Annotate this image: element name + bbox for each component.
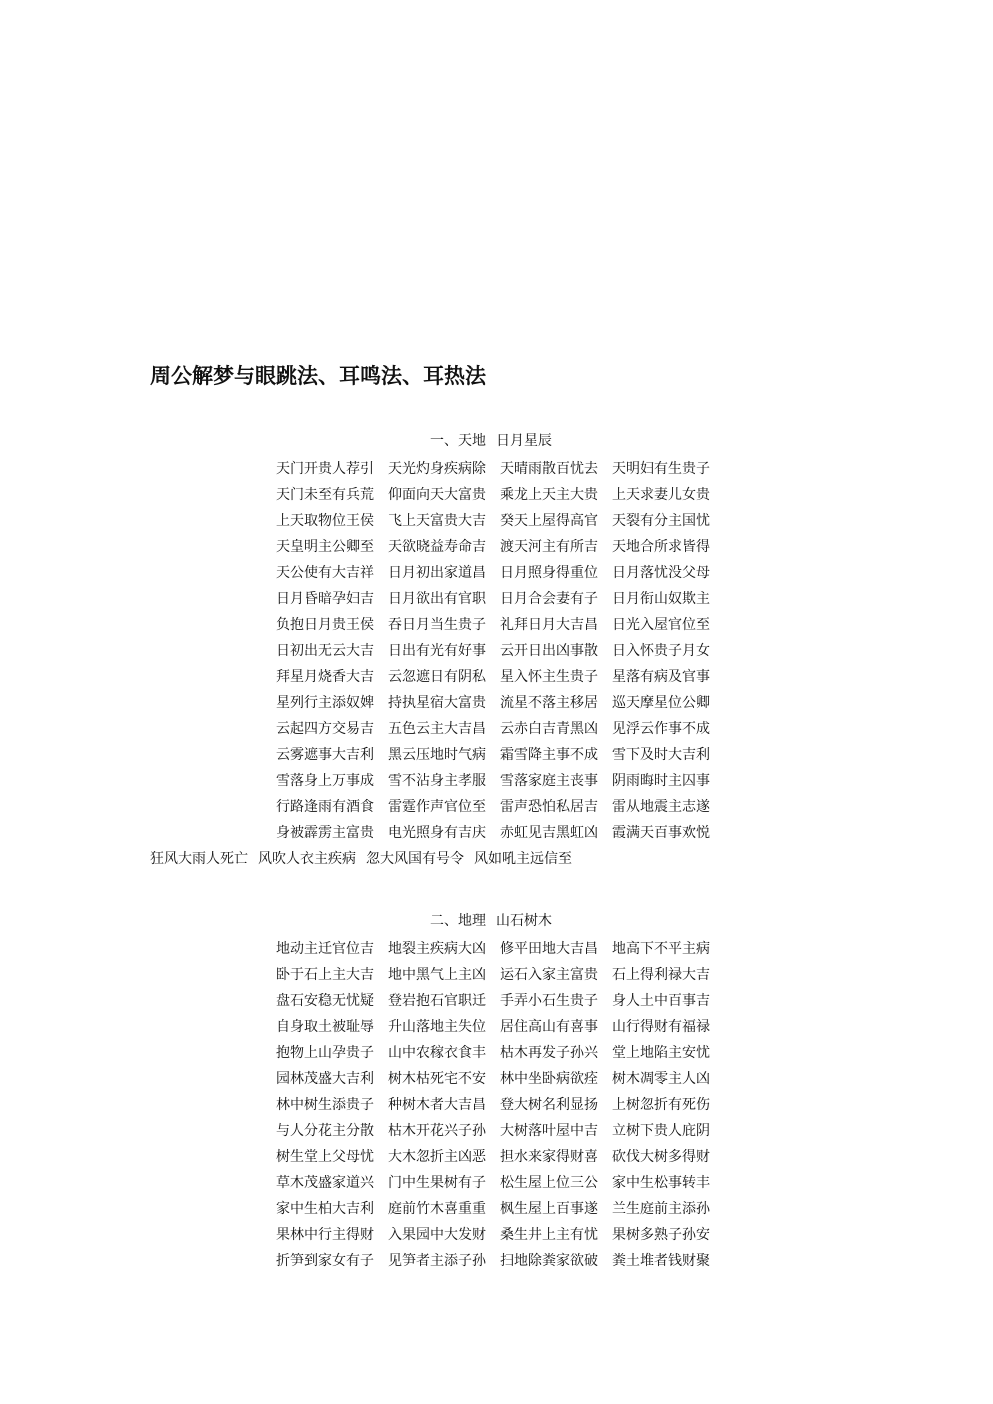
table-row — [276, 534, 710, 560]
section-heading-part: 一、天地 — [430, 433, 486, 449]
section-heading — [430, 910, 562, 930]
dream-entry: 电光照身有吉庆 — [388, 825, 486, 841]
dream-entry: 卧于石上主大吉 — [276, 967, 374, 983]
dream-entry: 日月欲出有官职 — [388, 591, 486, 607]
dream-entry: 云雾遮事大吉利 — [276, 747, 374, 763]
dream-entry: 霞满天百事欢悦 — [612, 825, 710, 841]
section-heading — [430, 430, 562, 450]
dream-entry: 枫生屋上百事遂 — [500, 1201, 598, 1217]
dream-entry: 地裂主疾病大凶 — [388, 941, 486, 957]
table-row — [276, 716, 710, 742]
dream-entry: 天光灼身疾病除 — [388, 461, 486, 477]
dream-entry: 雪不沾身主孝服 — [388, 773, 486, 789]
dream-entry: 门中生果树有子 — [388, 1175, 486, 1191]
table-row — [276, 1248, 710, 1274]
dream-entry: 巡天摩星位公卿 — [612, 695, 710, 711]
dream-entry: 枯木再发子孙兴 — [500, 1045, 598, 1061]
dream-entry: 雪落家庭主丧事 — [500, 773, 598, 789]
dream-entry: 礼拜日月大吉昌 — [500, 617, 598, 633]
dream-entry: 地高下不平主病 — [612, 941, 710, 957]
table-row — [276, 1040, 710, 1066]
dream-entry: 星列行主添奴婢 — [276, 695, 374, 711]
dream-entry: 折笋到家女有子 — [276, 1253, 374, 1269]
dream-entry: 地动主迁官位吉 — [276, 941, 374, 957]
table-row — [276, 690, 710, 716]
dream-entry: 自身取土被耻辱 — [276, 1019, 374, 1035]
dream-entry: 持执星宿大富贵 — [388, 695, 486, 711]
dream-entry: 日出有光有好事 — [388, 643, 486, 659]
table-row — [276, 638, 710, 664]
dream-entry: 天晴雨散百忧去 — [500, 461, 598, 477]
section-heading-part: 山石树木 — [496, 913, 552, 929]
table-row — [276, 508, 710, 534]
dream-entry: 日月衔山奴欺主 — [612, 591, 710, 607]
section-heading-part: 日月星辰 — [496, 433, 552, 449]
dream-entry: 园林茂盛大吉利 — [276, 1071, 374, 1087]
dream-entry: 入果园中大发财 — [388, 1227, 486, 1243]
dream-entry: 桑生井上主有忧 — [500, 1227, 598, 1243]
dream-entry: 抱物上山孕贵子 — [276, 1045, 374, 1061]
dream-entry: 狂风大雨人死亡 — [150, 851, 248, 867]
dream-entry: 日入怀贵子月女 — [612, 643, 710, 659]
table-row — [276, 820, 710, 846]
table-row — [276, 1144, 710, 1170]
dream-entry: 天裂有分主国忧 — [612, 513, 710, 529]
dream-entry: 砍伐大树多得财 — [612, 1149, 710, 1165]
dream-entry: 担水来家得财喜 — [500, 1149, 598, 1165]
dream-entry: 林中树生添贵子 — [276, 1097, 374, 1113]
dream-entry: 云开日出凶事散 — [500, 643, 598, 659]
dream-entry: 星入怀主生贵子 — [500, 669, 598, 685]
dream-entry: 见笋者主添子孙 — [388, 1253, 486, 1269]
dream-entry: 树木枯死宅不安 — [388, 1071, 486, 1087]
table-row — [276, 1170, 710, 1196]
dream-entry: 日月昏暗孕妇吉 — [276, 591, 374, 607]
dream-entry: 大木忽折主凶恶 — [388, 1149, 486, 1165]
dream-entry: 种树木者大吉昌 — [388, 1097, 486, 1113]
dream-entry: 树木凋零主人凶 — [612, 1071, 710, 1087]
dream-entry: 盘石安稳无忧疑 — [276, 993, 374, 1009]
dream-entry: 粪土堆者钱财聚 — [612, 1253, 710, 1269]
table-row — [276, 1118, 710, 1144]
table-row — [276, 612, 710, 638]
dream-entry: 忽大风国有号令 — [366, 851, 464, 867]
dream-entry: 雷从地震主志遂 — [612, 799, 710, 815]
dream-entry: 手弄小石生贵子 — [500, 993, 598, 1009]
dream-entry: 赤虹见吉黑虹凶 — [500, 825, 598, 841]
dream-entry: 石上得利禄大吉 — [612, 967, 710, 983]
table-row — [276, 1014, 710, 1040]
table-row-wide — [150, 846, 582, 872]
dream-entry: 日光入屋官位至 — [612, 617, 710, 633]
dream-entry: 日月合会妻有子 — [500, 591, 598, 607]
dream-entry: 立树下贵人庇阴 — [612, 1123, 710, 1139]
table-row — [276, 794, 710, 820]
table-row — [276, 1092, 710, 1118]
table-row — [276, 768, 710, 794]
dream-entry: 雪落身上万事成 — [276, 773, 374, 789]
section-heading-part: 二、地理 — [430, 913, 486, 929]
dream-entry: 云忽遮日有阴私 — [388, 669, 486, 685]
dream-entry: 癸天上屋得高官 — [500, 513, 598, 529]
dream-entry: 松生屋上位三公 — [500, 1175, 598, 1191]
dream-entry: 山中农稼衣食丰 — [388, 1045, 486, 1061]
dream-entry: 雷霆作声官位至 — [388, 799, 486, 815]
table-row — [276, 962, 710, 988]
table-row — [276, 988, 710, 1014]
dream-entry: 渡天河主有所吉 — [500, 539, 598, 555]
dream-entry: 大树落叶屋中吉 — [500, 1123, 598, 1139]
dream-entry: 树生堂上父母忧 — [276, 1149, 374, 1165]
table-row — [276, 742, 710, 768]
dream-entry: 乘龙上天主大贵 — [500, 487, 598, 503]
dream-entry: 霜雪降主事不成 — [500, 747, 598, 763]
dream-entry: 草木茂盛家道兴 — [276, 1175, 374, 1191]
table-row — [276, 1066, 710, 1092]
dream-entry: 上天求妻儿女贵 — [612, 487, 710, 503]
dream-entry: 与人分花主分散 — [276, 1123, 374, 1139]
dream-entry: 身被霹雳主富贵 — [276, 825, 374, 841]
dream-entry: 运石入家主富贵 — [500, 967, 598, 983]
table-row — [276, 936, 710, 962]
table-row — [276, 456, 710, 482]
dream-entry: 天地合所求皆得 — [612, 539, 710, 555]
dream-entry: 升山落地主失位 — [388, 1019, 486, 1035]
table-row — [276, 586, 710, 612]
dream-entry: 登岩抱石官职迁 — [388, 993, 486, 1009]
dream-entry: 地中黑气上主凶 — [388, 967, 486, 983]
dream-entry: 星落有病及官事 — [612, 669, 710, 685]
dream-entry: 登大树名利显扬 — [500, 1097, 598, 1113]
dream-entry: 上天取物位王侯 — [276, 513, 374, 529]
dream-entry: 日月初出家道昌 — [388, 565, 486, 581]
table-row — [276, 482, 710, 508]
dream-entry: 天明妇有生贵子 — [612, 461, 710, 477]
dream-entry: 林中坐卧病欲痊 — [500, 1071, 598, 1087]
dream-entry: 云赤白吉青黑凶 — [500, 721, 598, 737]
dream-entry: 果林中行主得财 — [276, 1227, 374, 1243]
dream-entry: 兰生庭前主添孙 — [612, 1201, 710, 1217]
dream-entry: 果树多熟子孙安 — [612, 1227, 710, 1243]
dream-entry: 庭前竹木喜重重 — [388, 1201, 486, 1217]
table-row — [276, 560, 710, 586]
dream-entry: 负抱日月贵王侯 — [276, 617, 374, 633]
dream-entry: 流星不落主移居 — [500, 695, 598, 711]
dream-entry: 天门开贵人荐引 — [276, 461, 374, 477]
dream-entry: 阴雨晦时主囚事 — [612, 773, 710, 789]
dream-entry: 日初出无云大吉 — [276, 643, 374, 659]
dream-entry: 云起四方交易吉 — [276, 721, 374, 737]
dream-entry: 拜星月烧香大吉 — [276, 669, 374, 685]
dream-entry: 雷声恐怕私居吉 — [500, 799, 598, 815]
dream-entry: 天欲晓益寿命吉 — [388, 539, 486, 555]
dream-entry: 家中生松事转丰 — [612, 1175, 710, 1191]
dream-entry: 风如吼主远信至 — [474, 851, 572, 867]
table-row — [276, 664, 710, 690]
dream-entry: 飞上天富贵大吉 — [388, 513, 486, 529]
dream-entry: 天公使有大吉祥 — [276, 565, 374, 581]
dream-entry: 雪下及时大吉利 — [612, 747, 710, 763]
dream-entry: 天门未至有兵荒 — [276, 487, 374, 503]
dream-entry: 仰面向天大富贵 — [388, 487, 486, 503]
dream-entry: 日月落忧没父母 — [612, 565, 710, 581]
dream-entry: 风吹人衣主疾病 — [258, 851, 356, 867]
dream-entry: 家中生柏大吉利 — [276, 1201, 374, 1217]
dream-entry: 见浮云作事不成 — [612, 721, 710, 737]
dream-entry: 修平田地大吉昌 — [500, 941, 598, 957]
dream-entry: 日月照身得重位 — [500, 565, 598, 581]
dream-entry: 吞日月当生贵子 — [388, 617, 486, 633]
dream-entry: 五色云主大吉昌 — [388, 721, 486, 737]
dream-entry: 天皇明主公卿至 — [276, 539, 374, 555]
table-row — [276, 1196, 710, 1222]
page-title: 周公解梦与眼跳法、耳鸣法、耳热法 — [150, 363, 486, 388]
dream-entry: 枯木开花兴子孙 — [388, 1123, 486, 1139]
dream-entry: 上树忽折有死伤 — [612, 1097, 710, 1113]
dream-entry: 行路逢雨有酒食 — [276, 799, 374, 815]
dream-entry: 扫地除粪家欲破 — [500, 1253, 598, 1269]
dream-entry: 堂上地陷主安忧 — [612, 1045, 710, 1061]
dream-entry: 黑云压地时气病 — [388, 747, 486, 763]
dream-entry: 山行得财有福禄 — [612, 1019, 710, 1035]
dream-entry: 身人土中百事吉 — [612, 993, 710, 1009]
dream-entry: 居住高山有喜事 — [500, 1019, 598, 1035]
table-row — [276, 1222, 710, 1248]
